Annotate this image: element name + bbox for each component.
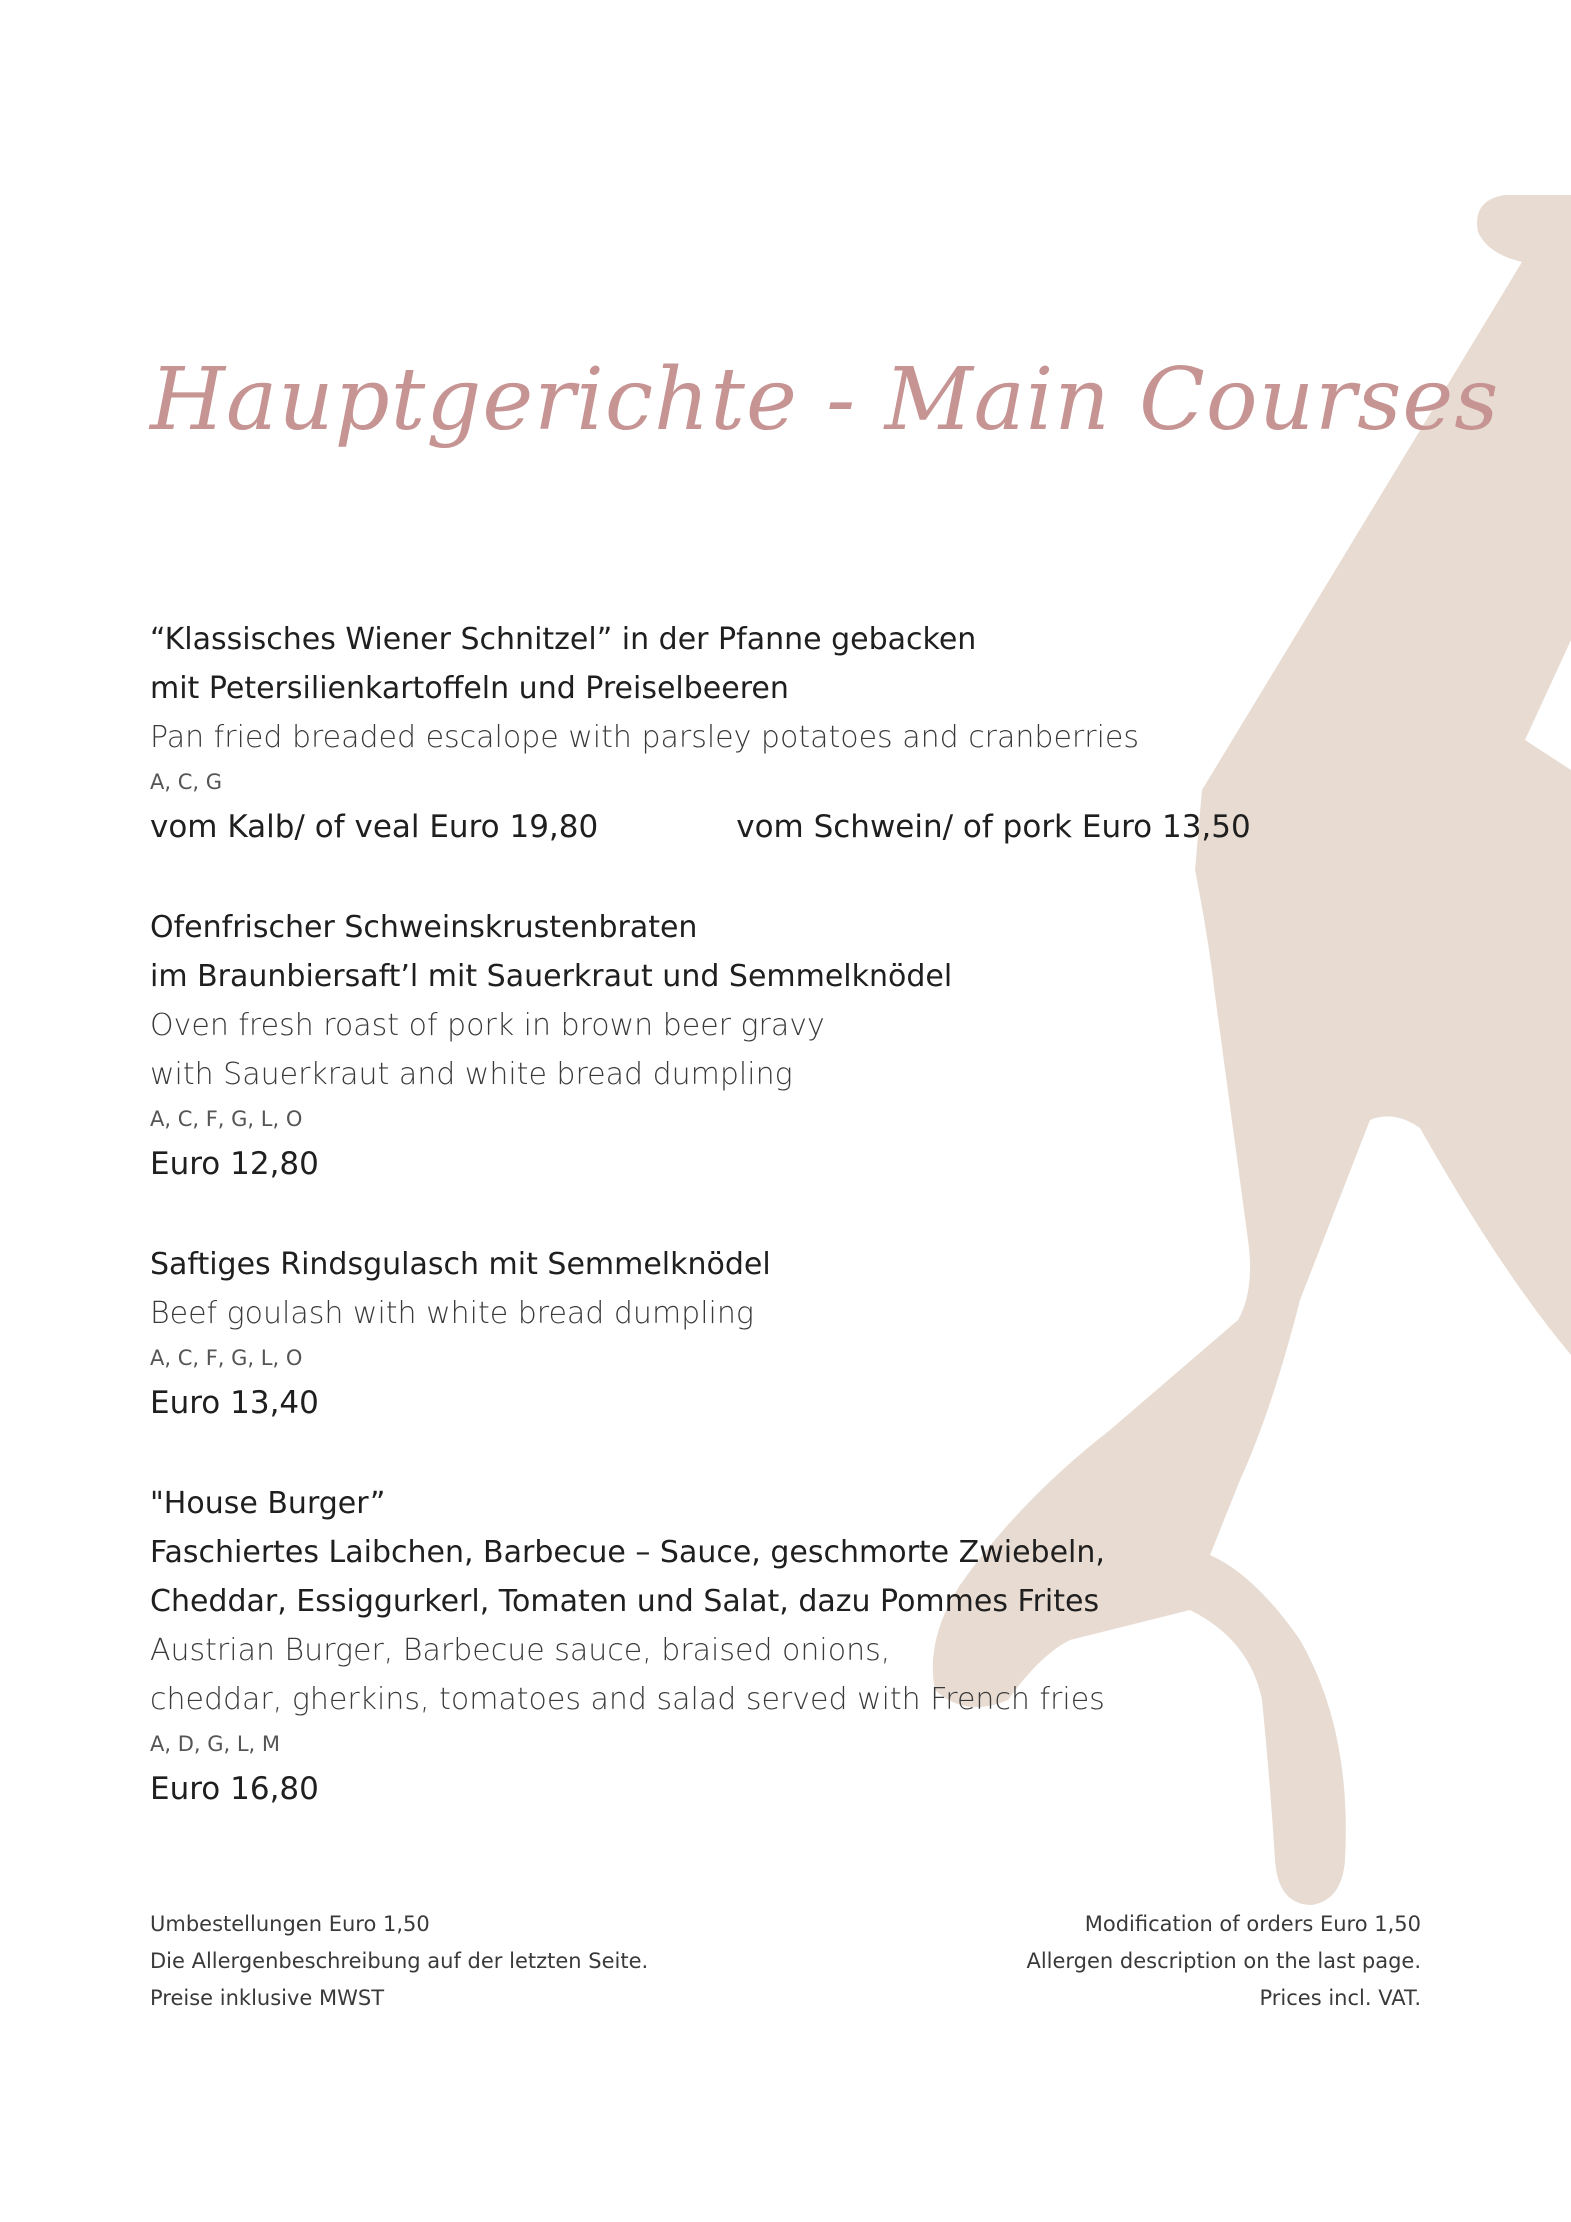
price-row [150, 802, 1300, 853]
dish-name-en: with Sauerkraut and white bread dumpling [150, 1057, 793, 1092]
dish-description-en: cheddar, gherkins, tomatoes and salad served with French fries [150, 1682, 1105, 1717]
price-veal: vom Kalb/ of veal Euro 19,80 [150, 809, 599, 845]
footer-note: Allergen description on the last page. [1026, 1949, 1421, 1973]
menu-list [150, 615, 1300, 1815]
footer-note: Umbestellungen Euro 1,50 [150, 1912, 430, 1936]
footer-notes-en [1026, 1906, 1421, 2017]
menu-item-house-burger [150, 1479, 1300, 1815]
footer-notes-de [150, 1906, 648, 2017]
dish-name-en: Oven fresh roast of pork in brown beer gravy [150, 1008, 825, 1043]
dish-name-en: Beef goulash with white bread dumpling [150, 1296, 754, 1331]
allergen-codes: A, D, G, L, M [150, 1732, 281, 1756]
allergen-codes: A, C, G [150, 770, 223, 794]
dish-description-de: Faschiertes Laibchen, Barbecue – Sauce, geschmorte Zwiebeln, [150, 1535, 1105, 1570]
footer-note: Prices incl. VAT. [1259, 1986, 1421, 2010]
dish-name-de: Saftiges Rindsgulasch mit Semmelknödel [150, 1247, 771, 1282]
price: Euro 16,80 [150, 1771, 319, 1807]
menu-item-goulash [150, 1240, 1300, 1429]
footer-note: Die Allergenbeschreibung auf der letzten Seite. [150, 1949, 649, 1973]
dish-name-de: Ofenfrischer Schweinskrustenbraten [150, 910, 698, 945]
price: Euro 13,40 [150, 1385, 319, 1421]
page-title: Hauptgerichte - Main Courses [150, 350, 1500, 450]
price: Euro 12,80 [150, 1146, 319, 1182]
price-pork: vom Schwein/ of pork Euro 13,50 [736, 809, 1251, 845]
menu-item-roast-pork [150, 903, 1300, 1190]
footer-note: Preise inklusive MWST [150, 1986, 385, 2010]
dish-description-de: Cheddar, Essiggurkerl, Tomaten und Salat, dazu Pommes Frites [150, 1584, 1100, 1619]
allergen-codes: A, C, F, G, L, O [150, 1346, 303, 1370]
dish-name-de: “Klassisches Wiener Schnitzel” in der Pfanne gebacken [150, 622, 977, 657]
dish-name-de: "House Burger” [150, 1486, 386, 1521]
dish-name-en: Pan fried breaded escalope with parsley potatoes and cranberries [150, 720, 1140, 755]
footer-note: Modification of orders Euro 1,50 [1084, 1912, 1421, 1936]
menu-item-schnitzel [150, 615, 1300, 853]
dish-name-de: mit Petersilienkartoffeln und Preiselbeeren [150, 671, 789, 706]
dish-name-de: im Braunbiersaft’l mit Sauerkraut und Semmelknödel [150, 959, 953, 994]
dish-description-en: Austrian Burger, Barbecue sauce, braised onions, [150, 1633, 891, 1668]
allergen-codes: A, C, F, G, L, O [150, 1107, 303, 1131]
